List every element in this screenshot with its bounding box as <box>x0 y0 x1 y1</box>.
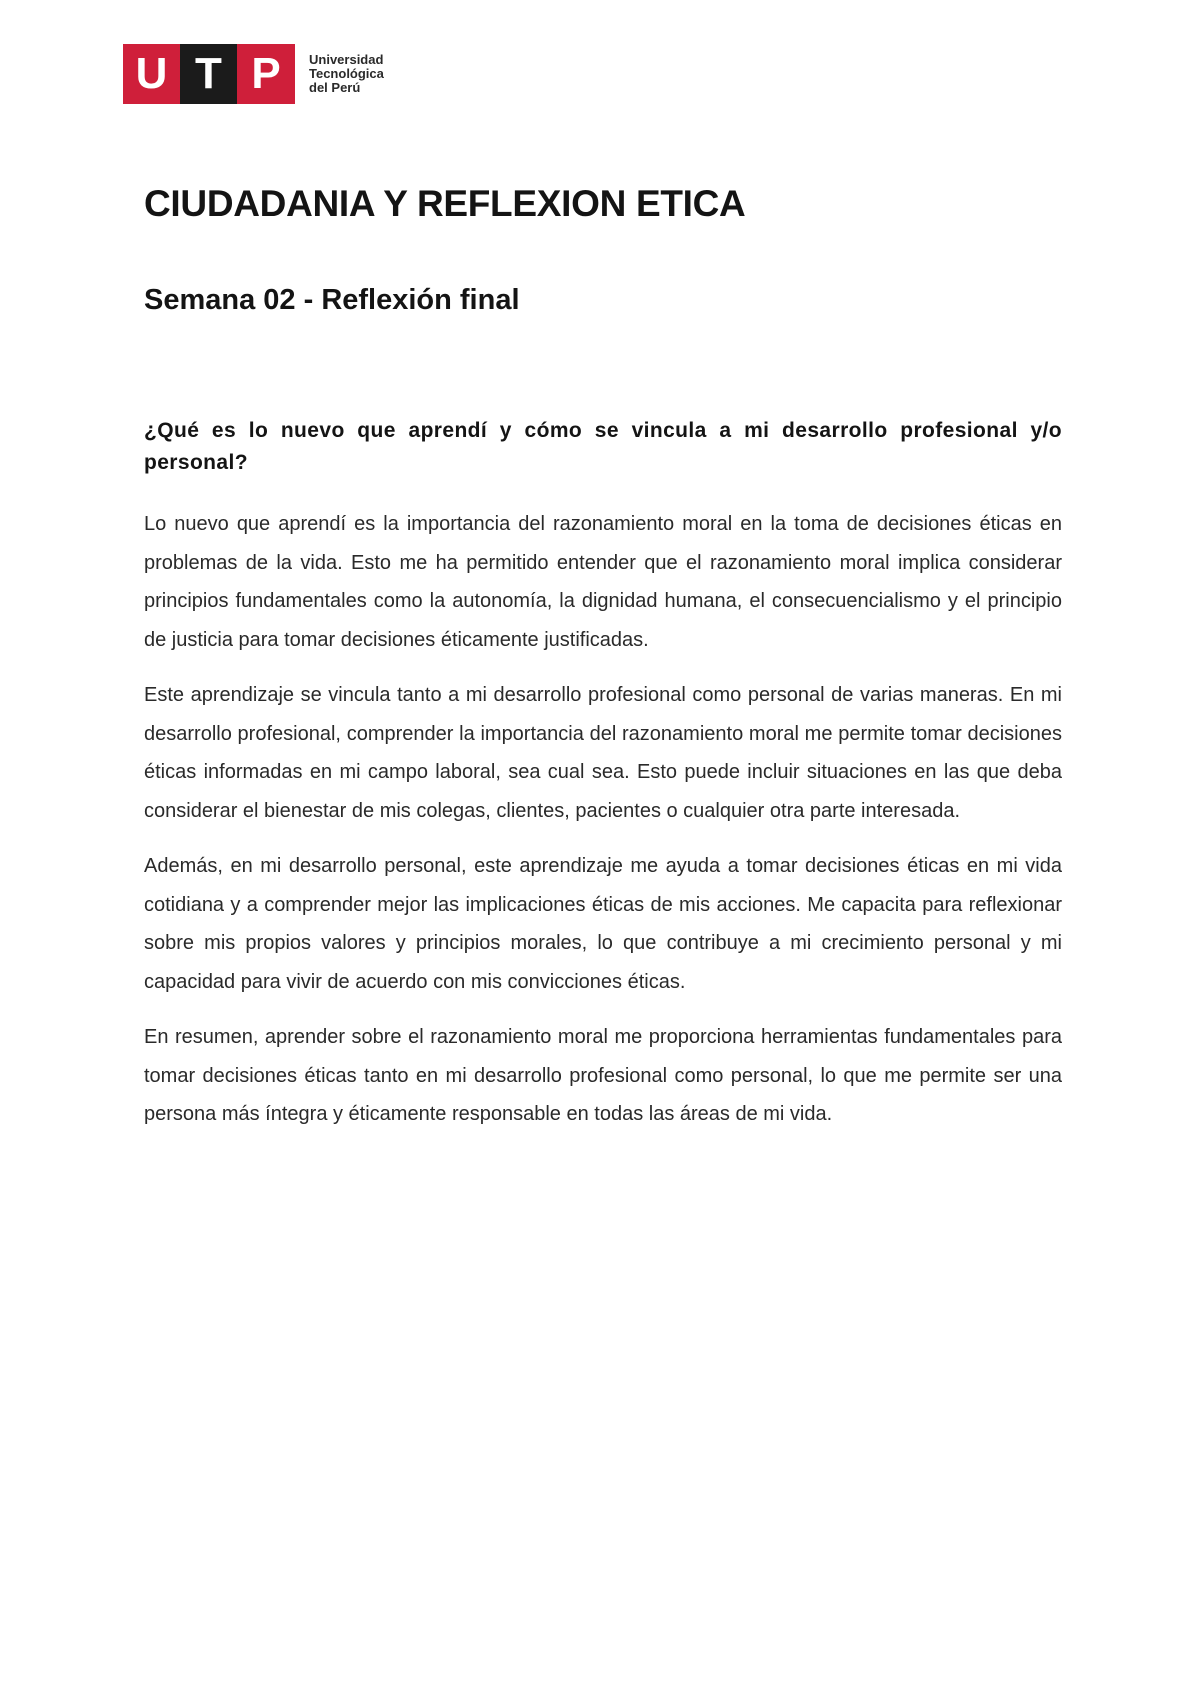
paragraph-3: Además, en mi desarrollo personal, este aprendizaje me ayuda a tomar decisiones éticas en mi vida cotidiana y a comprender mejor las implicaciones éticas de mis acciones. Me capacita para reflexionar sobre mis propios valores y principios morales, lo que contribuye a mi crecimiento personal y mi capacidad para vivir de acuerdo con mis convicciones éticas. <box>144 855 1062 993</box>
document-body <box>144 415 1062 1151</box>
paragraph-2: Este aprendizaje se vincula tanto a mi desarrollo profesional como personal de varias maneras. En mi desarrollo profesional, comprender la importancia del razonamiento moral me permite tomar decisiones éticas informadas en mi campo laboral, sea cual sea. Esto puede incluir situaciones en las que deba considerar el bienestar de mis colegas, clientes, pacientes o cualquier otra parte interesada. <box>144 684 1062 822</box>
paragraph-4: En resumen, aprender sobre el razonamiento moral me proporciona herramientas fundamentales para tomar decisiones éticas tanto en mi desarrollo profesional como personal, lo que me permite ser una persona más íntegra y éticamente responsable en todas las áreas de mi vida. <box>144 1026 1062 1125</box>
logo-letter-u: U <box>123 44 180 104</box>
logo-letter-p: P <box>237 44 295 104</box>
document-subtitle: Semana 02 - Reflexión final <box>144 284 520 316</box>
logo-letter-t: T <box>180 44 237 104</box>
logo-name-line-2: Tecnológica <box>309 66 384 81</box>
logo-name-line-1: Universidad <box>309 52 384 67</box>
reflection-question: ¿Qué es lo nuevo que aprendí y cómo se vincula a mi desarrollo profesional y/o personal? <box>144 419 1062 474</box>
paragraph-1: Lo nuevo que aprendí es la importancia del razonamiento moral en la toma de decisiones éticas en problemas de la vida. Esto me ha permitido entender que el razonamiento moral implica considerar principios fundamentales como la autonomía, la dignidad humana, el consecuencialismo y el principio de justicia para tomar decisiones éticamente justificadas. <box>144 513 1062 651</box>
logo-university-name <box>309 53 384 95</box>
document-title: CIUDADANIA Y REFLEXION ETICA <box>144 183 746 224</box>
utp-logo <box>123 44 384 104</box>
logo-name-line-3: del Perú <box>309 80 361 95</box>
